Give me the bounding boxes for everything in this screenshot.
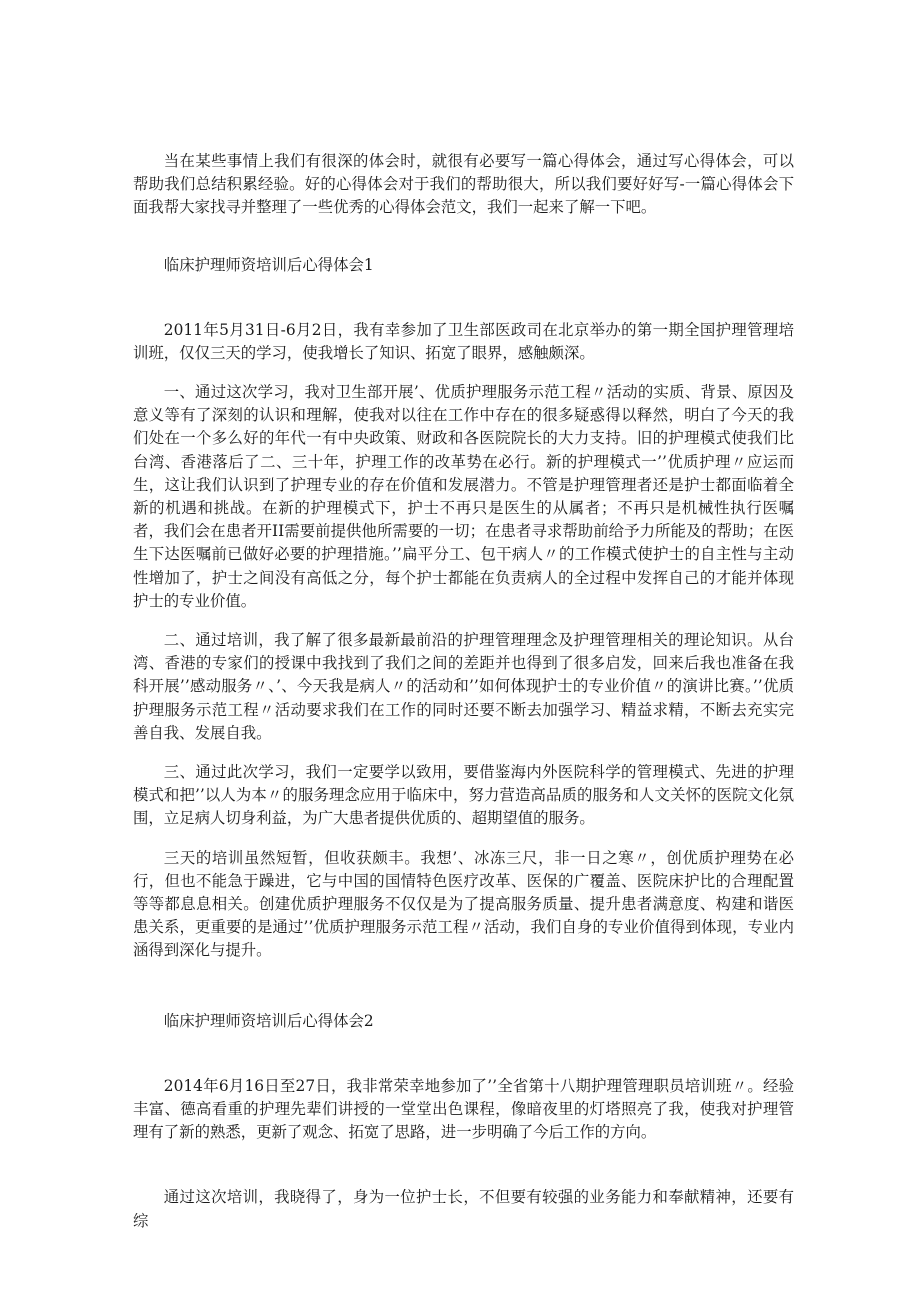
section-1-heading: 临床护理师资培训后心得体会1	[163, 255, 374, 274]
section-2-paragraph-2: 通过这次培训，我晓得了，身为一位护士长，不但要有较强的业务能力和奉献精神，还要有综	[133, 1188, 794, 1230]
section-1-paragraph-3: 二、通过培训，我了解了很多最新最前沿的护理管理理念及护理管理相关的理论知识。从台湾、香港的专家们的授课中我找到了我们之间的差距并也得到了很多启发，回来后我也准备在我科开展’’感动服务〃、’、今天我是病人〃的活动和’’如何体现护士的专业价值〃的演讲比赛。’’优质护理服务示范工程〃活动要求我们在工作的同时还要不断去加强学习、精益求精，不断去充实完善自我、发展自我。	[133, 631, 794, 742]
section-1-paragraph-1: 2011年5月31日-6月2日，我有幸参加了卫生部医政司在北京举办的第一期全国护理管理培训班，仅仅三天的学习，使我增长了知识、拓宽了眼界，感触颇深。	[133, 320, 794, 362]
section-1-paragraph-5: 三天的培训虽然短暂，但收获颇丰。我想’、冰冻三尺，非一日之寒〃，创优质护理势在必行，但也不能急于躁进，它与中国的国情特色医疗改革、医保的广覆盖、医院床护比的合理配置等等都息息相关。创建优质护理服务不仅仅是为了提高服务质量、提升患者满意度、构建和谐医患关系，更重要的是通过’’优质护理服务示范工程〃活动，我们自身的专业价值得到体现，专业内涵得到深化与提升。	[133, 848, 794, 960]
section-1-paragraph-2: 一、通过这次学习，我对卫生部开展’、优质护理服务示范工程〃活动的实质、背景、原因及意义等有了深刻的认识和理解，使我对以往在工作中存在的很多疑惑得以释然，明白了今天的我们处在一个多么好的年代一有中央政策、财政和各医院院长的大力支持。旧的护理模式使我们比台湾、香港落后了二、三十年，护理工作的改革势在必行。新的护理模式一’’优质护理〃应运而生，这让我们认识到了护理专业的存在价值和发展潜力。不管是护理管理者还是护士都面临着全新的机遇和挑战。在新的护理模式下，护士不再只是医生的从属者；不再只是机械性执行医嘱者，我们会在患者开II需要前提供他所需要的一切；在患者寻求帮助前给予力所能及的帮助；在医生下达医嘱前已做好必要的护理措施。’’扁平分工、包干病人〃的工作模式使护士的自主性与主动性增加了，护士之间没有高低之分，每个护士都能在负责病人的全过程中发挥自己的才能并体现护士的专业价值。	[133, 383, 794, 610]
section-2-paragraph-1: 2014年6月16日至27日，我非常荣幸地参加了’’全省第十八期护理管理职员培训班〃。经验丰富、德高看重的护理先辈们讲授的一堂堂出色课程，像暗夜里的灯塔照亮了我，使我对护理管理有了新的熟悉，更新了观念、拓宽了思路，进一步明确了今后工作的方向。	[133, 1076, 794, 1142]
section-2-heading: 临床护理师资培训后心得体会2	[163, 1011, 374, 1030]
section-1-paragraph-4: 三、通过此次学习，我们一定要学以致用，要借鉴海内外医院科学的管理模式、先进的护理模式和把’’以人为本〃的服务理念应用于临床中，努力营造高品质的服务和人文关怀的医院文化氛围，立足病人切身利益，为广大患者提供优质的、超期望值的服务。	[133, 763, 794, 828]
intro-paragraph: 当在某些事情上我们有很深的体会时，就很有必要写一篇心得体会，通过写心得体会，可以帮助我们总结积累经验。好的心得体会对于我们的帮助很大，所以我们要好好写-一篇心得体会下面我帮大家找寻并整理了一些优秀的心得体会范文，我们一起来了解一下吧。	[133, 152, 794, 217]
